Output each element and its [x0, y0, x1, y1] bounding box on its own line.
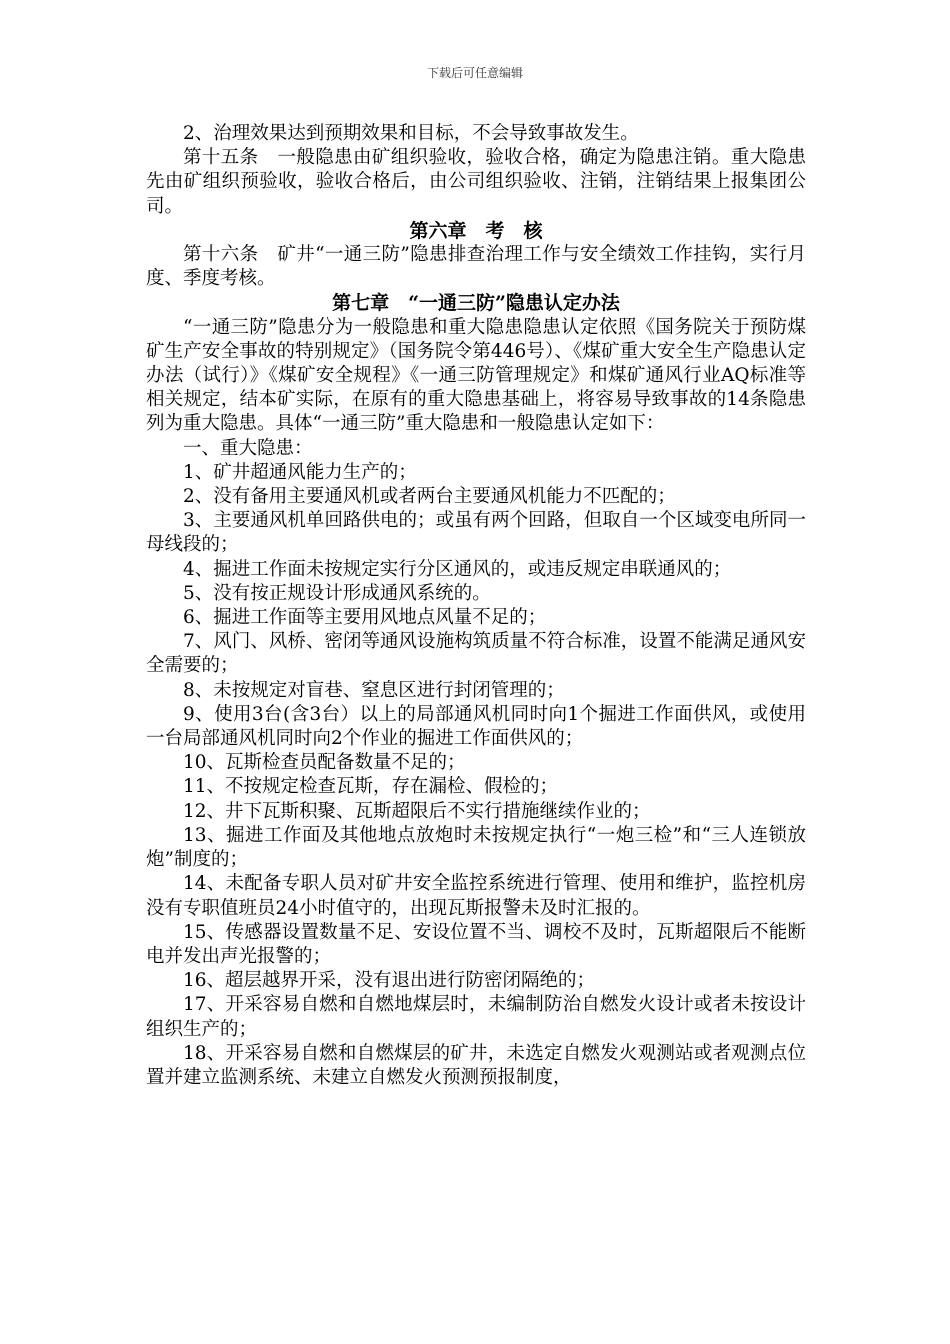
document-body: [146, 122, 806, 1090]
chapter-heading: 第七章 “一通三防”隐患认定办法: [332, 292, 620, 315]
paragraph: 第十六条 矿井“一通三防”隐患排查治理工作与安全绩效工作挂钩，实行月度、季度考核。: [146, 244, 806, 290]
list-item: 4、掘进工作面未按规定实行分区通风的，或违反规定串联通风的；: [183, 558, 732, 580]
paragraph: 2、治理效果达到预期效果和目标，不会导致事故发生。: [183, 123, 639, 144]
list-item: 13、掘进工作面及其他地点放炮时未按规定执行“一炮三检”和“三人连锁放炮”制度的；: [146, 824, 806, 871]
paragraph: “一通三防”隐患分为一般隐患和重大隐患隐患认定依照《国务院关于预防煤矿生产安全事故的特别规定》（国务院令第446号）、《煤矿重大安全生产隐患认定办法（试行）》《煤矿安全规程》《一通三防管理规定》和煤矿通风行业AQ标准等相关规定，结本矿实际，在原有的重大隐患基础上，将容易导致事故的14条隐患列为重大隐患。具体“一通三防”重大隐患和一般隐患认定如下：: [146, 316, 806, 435]
chapter-heading: 第六章 考 核: [409, 219, 543, 242]
list-item: 3、主要通风机单回路供电的；或虽有两个回路，但取自一个区域变电所同一母线段的；: [146, 510, 806, 556]
list-item: 9、使用3台(含3台）以上的局部通风机同时向1个掘进工作面供风，或使用一台局部通风机同时向2个作业的掘进工作面供风的；: [146, 703, 806, 750]
list-item: 5、没有按正规设计形成通风系统的。: [183, 582, 491, 604]
list-item: 8、未按规定对盲巷、窒息区进行封闭管理的；: [183, 679, 565, 701]
list-item: 16、超层越界开采，没有退出进行防密闭隔绝的；: [183, 970, 596, 992]
list-item: 12、井下瓦斯积聚、瓦斯超限后不实行措施继续作业的；: [183, 800, 651, 822]
paragraph: 第十五条 一般隐患由矿组织验收，验收合格，确定为隐患注销。重大隐患先由矿组织预验收，验收合格后，由公司组织验收、注销，注销结果上报集团公司。: [146, 147, 806, 217]
list-item: 7、风门、风桥、密闭等通风设施构筑质量不符合标准，设置不能满足通风安全需要的；: [146, 631, 806, 677]
list-item: 10、瓦斯检查员配备数量不足的；: [183, 752, 466, 774]
list-item: 14、未配备专职人员对矿井安全监控系统进行管理、使用和维护，监控机房没有专职值班员24小时值守的，出现瓦斯报警未及时汇报的。: [146, 873, 806, 919]
list-item: 15、传感器设置数量不足、安设位置不当、调校不及时，瓦斯超限后不能断电并发出声光报警的；: [146, 921, 806, 967]
page-header: 下载后可任意编辑: [426, 66, 523, 80]
list-item: 1、矿井超通风能力生产的；: [183, 461, 417, 483]
list-item: 11、不按规定检查瓦斯，存在漏检、假检的；: [183, 776, 559, 798]
list-item: 6、掘进工作面等主要用风地点风量不足的；: [183, 607, 547, 629]
list-item: 18、开采容易自燃和自燃煤层的矿井，未选定自燃发火观测站或者观测点位置并建立监测系统、未建立自燃发火预测预报制度，: [146, 1042, 806, 1088]
section-heading: 一、重大隐患：: [183, 437, 313, 459]
list-item: 2、没有备用主要通风机或者两台主要通风机能力不匹配的；: [183, 486, 676, 508]
list-item: 17、开采容易自燃和自燃地煤层时，未编制防治自燃发火设计或者未按设计组织生产的；: [146, 994, 806, 1040]
